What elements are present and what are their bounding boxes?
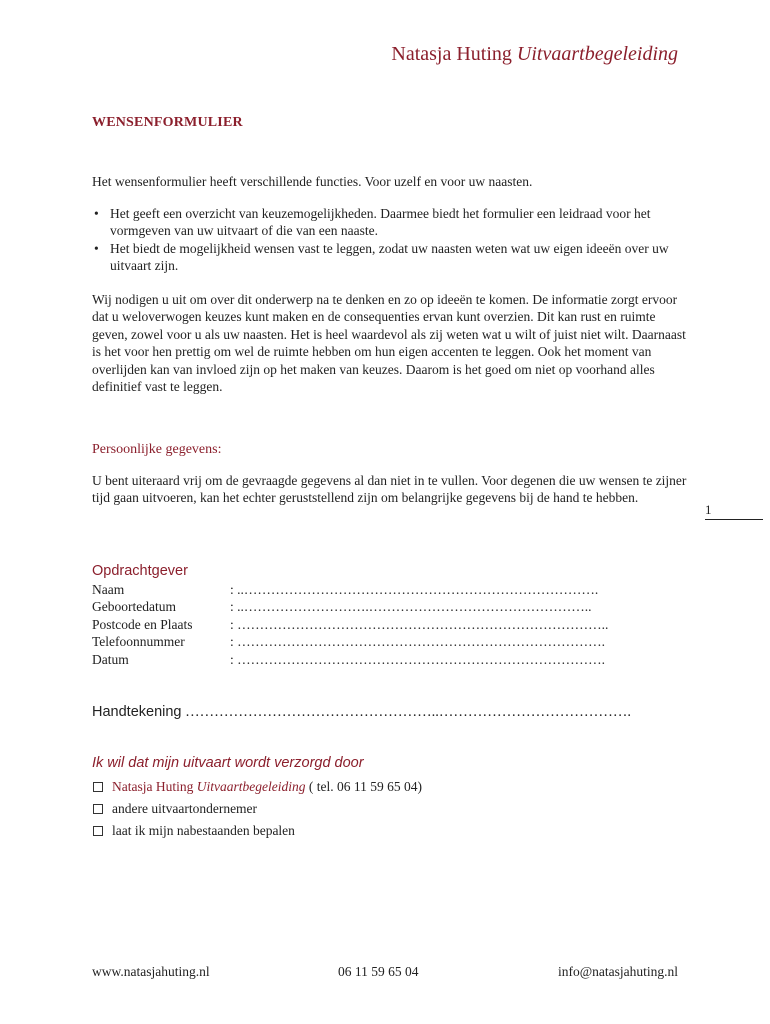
signature-fill-line[interactable]: ……………………………………………..………………………………….: [185, 704, 631, 720]
signature-row: [92, 704, 631, 721]
option-natasja-huting[interactable]: [92, 776, 422, 798]
list-item: • Het geeft een overzicht van keuzemogelijkheden. Daarmee biedt het formulier een leidraad voor het vormgeven van uw uitvaart of die van een naaste.: [92, 205, 687, 240]
date-fill-line[interactable]: : ……………………………………………………………………….: [230, 651, 606, 667]
header-brand-name: Natasja Huting: [391, 43, 512, 65]
function-list: [92, 205, 687, 275]
field-label: Geboortedatum: [92, 599, 176, 615]
footer-website: www.natasjahuting.nl: [92, 964, 210, 979]
checkbox-icon[interactable]: [93, 782, 103, 792]
intro-text: Het wensenformulier heeft verschillende functies. Voor uzelf en voor uw naasten.: [92, 174, 533, 189]
funeral-provider-title: Ik wil dat mijn uitvaart wordt verzorgd door: [92, 755, 364, 771]
checkbox-icon[interactable]: [93, 826, 103, 836]
footer-email: info@natasjahuting.nl: [557, 964, 678, 979]
header-brand: [391, 43, 678, 66]
client-fields: [92, 581, 608, 668]
field-label: Naam: [92, 582, 125, 597]
option-other-undertaker[interactable]: [92, 798, 422, 820]
postcode-fill-line[interactable]: : ………………………………………………………………………..: [230, 616, 609, 632]
field-row-name: [92, 581, 608, 598]
list-item: • Het biedt de mogelijkheid wensen vast te leggen, zodat uw naasten weten wat uw eigen ideeën over uw uitvaart zijn.: [92, 240, 687, 275]
personal-data-paragraph: U bent uiteraard vrij om de gevraagde gegevens al dan niet in te vullen. Voor degenen die uw wensen te zijner tijd gaan uitvoeren, kan het echter geruststellend zijn om belangrijke gegevens bij de hand te hebben.: [92, 473, 687, 506]
checkbox-icon[interactable]: [93, 804, 103, 814]
option-label: laat ik mijn nabestaanden bepalen: [112, 823, 295, 838]
option-label: andere uitvaartondernemer: [112, 801, 258, 816]
phone-fill-line[interactable]: : ……………………………………………………………………….: [230, 634, 606, 650]
page-number: 1: [705, 502, 763, 520]
name-fill-line[interactable]: : ..…………………………………………………………………….: [230, 582, 599, 597]
footer-phone: 06 11 59 65 04: [338, 964, 419, 979]
document-title: WENSENFORMULIER: [92, 115, 243, 130]
option-brand-phone: ( tel. 06 11 59 65 04): [308, 779, 422, 794]
field-label: Telefoonnummer: [92, 634, 185, 650]
field-row-date: [92, 651, 608, 668]
field-label: Datum: [92, 651, 129, 667]
invitation-paragraph: Wij nodigen u uit om over dit onderwerp na te denken en zo op ideeën te komen. De informatie zorgt ervoor dat u weloverwogen keuzes kunt maken en de consequenties ervan kunt overzien. Dit kan rust en ruimte geven, zowel voor u als uw naasten. Het is heel waardevol als zij weten wat u wilt of juist niet wilt. Daarnaast is het voor hen prettig om wel de ruimte hebben om hun eigen accenten te leggen. Ook het moment van overlijden kan van invloed zijn op het maken van keuzes. Daarom is het goed om niet op voorhand alles definitief vast te leggen.: [92, 292, 686, 395]
field-label: Postcode en Plaats: [92, 616, 193, 632]
funeral-provider-options: [92, 776, 422, 842]
option-brand-tagline: Uitvaartbegeleiding: [196, 779, 306, 794]
signature-label: Handtekening: [92, 704, 182, 720]
option-relatives-decide[interactable]: [92, 820, 422, 842]
field-row-phone: [92, 633, 608, 650]
birthdate-fill-line[interactable]: : ..……………………….…………………………………………..: [230, 599, 592, 615]
client-section-title: Opdrachtgever: [92, 563, 188, 579]
option-brand-name: Natasja Huting: [112, 779, 194, 794]
header-brand-tagline: Uitvaartbegeleiding: [516, 43, 678, 65]
field-row-postcode: [92, 616, 608, 633]
field-row-birthdate: [92, 598, 608, 615]
personal-data-heading: Persoonlijke gegevens:: [92, 442, 222, 457]
